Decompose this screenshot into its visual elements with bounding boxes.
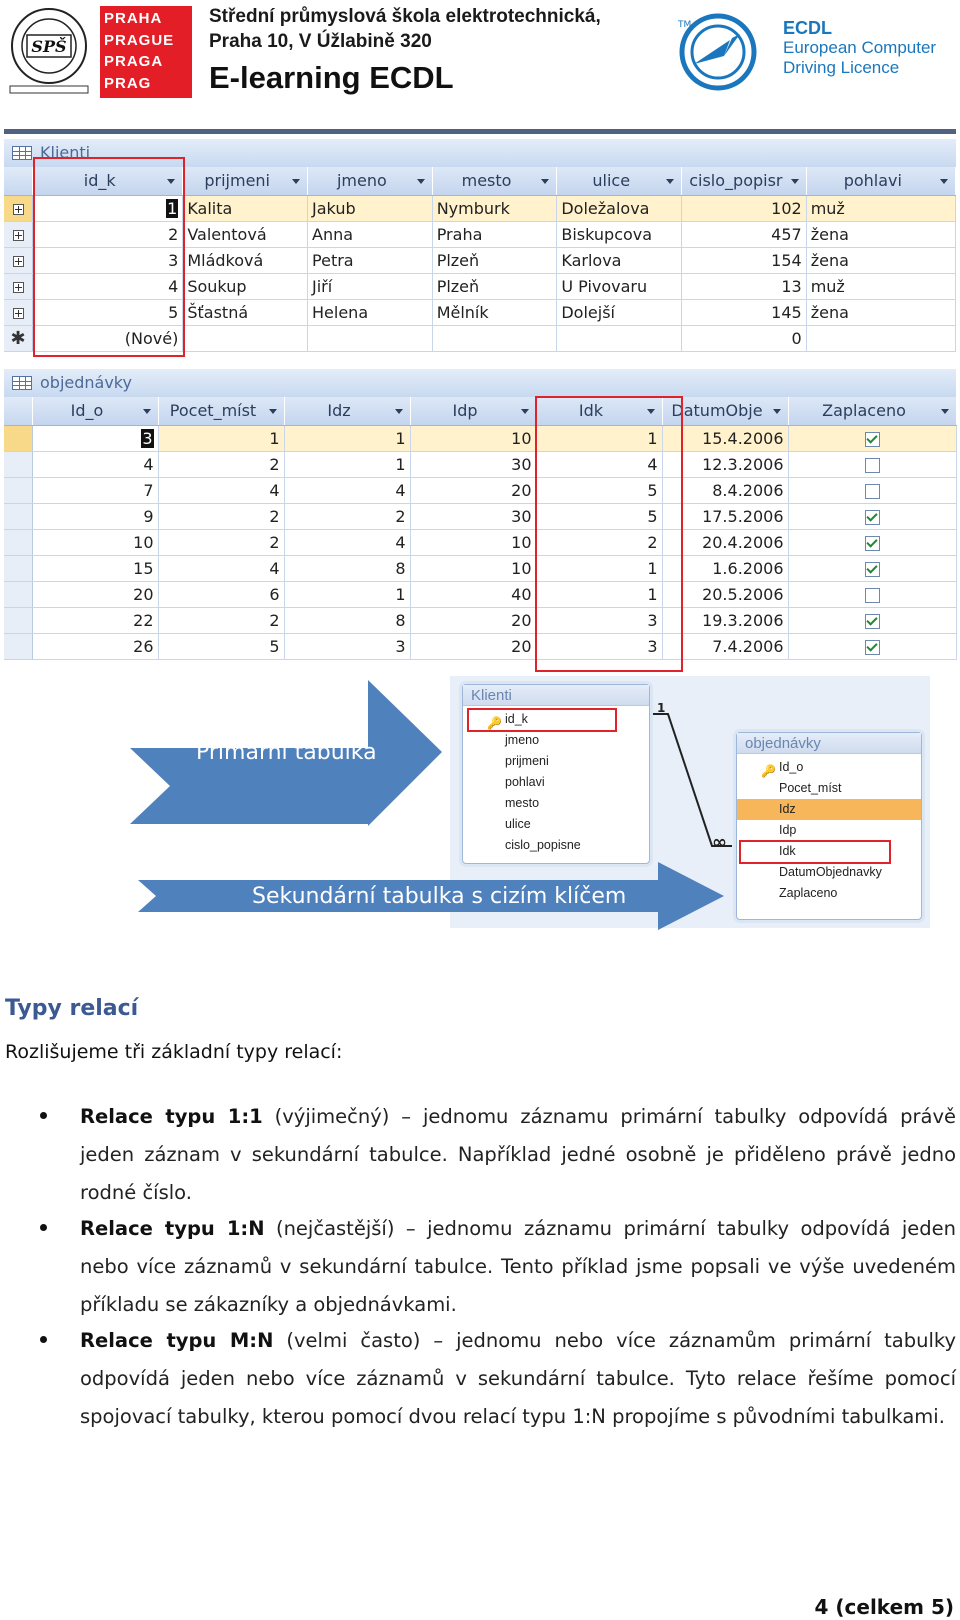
table-cell[interactable]: 1: [284, 451, 410, 477]
table-cell[interactable]: 20: [410, 477, 536, 503]
table-cell[interactable]: Helena: [308, 299, 433, 325]
table-cell[interactable]: 1: [536, 425, 662, 451]
table-cell[interactable]: 5: [158, 633, 284, 659]
table-cell[interactable]: 4: [33, 273, 183, 299]
header-divider: [4, 129, 956, 134]
expand-plus-icon[interactable]: [13, 256, 24, 267]
bullet-dot: [40, 1224, 47, 1231]
table-row[interactable]: [4, 425, 956, 451]
table-cell[interactable]: 4: [158, 555, 284, 581]
column-dropdown-icon[interactable]: [143, 409, 151, 414]
section-heading: Typy relací: [5, 996, 139, 1021]
table-cell[interactable]: 20.5.2006: [662, 581, 788, 607]
column-header[interactable]: pohlavi: [806, 167, 955, 195]
table-cell[interactable]: [432, 325, 557, 351]
sps-logo-text: SPŠ: [31, 37, 67, 56]
column-header[interactable]: ulice: [557, 167, 682, 195]
column-dropdown-icon[interactable]: [269, 409, 277, 414]
table-cell[interactable]: 15: [32, 555, 158, 581]
column-dropdown-icon[interactable]: [395, 409, 403, 414]
bullet-dot: [40, 1336, 47, 1343]
table-cell[interactable]: 3: [284, 633, 410, 659]
column-header[interactable]: Zaplaceno: [788, 397, 956, 425]
table-cell[interactable]: 2: [33, 221, 183, 247]
relationship-field[interactable]: prijmeni: [505, 754, 549, 768]
record-selector[interactable]: [4, 247, 33, 273]
ecdl-brand-text: [783, 18, 936, 78]
record-selector[interactable]: [4, 195, 33, 221]
table-cell[interactable]: Dolejší: [557, 299, 682, 325]
zaplaceno-checkbox[interactable]: [865, 536, 880, 551]
table-cell[interactable]: 5: [33, 299, 183, 325]
table-icon: [12, 376, 32, 390]
table-cell[interactable]: Kalita: [183, 195, 308, 221]
table-cell[interactable]: 457: [682, 221, 807, 247]
relationship-field[interactable]: 🔑 id_k: [463, 709, 649, 730]
relationship-field[interactable]: jmeno: [505, 733, 540, 747]
table-cell[interactable]: Plzeň: [432, 273, 557, 299]
table-cell[interactable]: 6: [158, 581, 284, 607]
column-header[interactable]: id_k: [33, 167, 183, 195]
column-dropdown-icon[interactable]: [417, 179, 425, 184]
objednavky-title-text: objednávky: [40, 373, 132, 392]
record-selector[interactable]: [4, 529, 32, 555]
table-cell[interactable]: Valentová: [183, 221, 308, 247]
table-cell[interactable]: 20: [410, 633, 536, 659]
expand-plus-icon[interactable]: [13, 204, 24, 215]
table-cell[interactable]: 145: [682, 299, 807, 325]
zaplaceno-checkbox[interactable]: [865, 432, 880, 447]
page-title: E-learning ECDL: [209, 60, 454, 95]
table-cell[interactable]: 19.3.2006: [662, 607, 788, 633]
checkbox-cell[interactable]: [788, 633, 956, 659]
record-selector[interactable]: [4, 425, 32, 451]
relationship-field-selected[interactable]: Idz: [737, 799, 921, 820]
one-side-label: 1: [657, 701, 666, 715]
table-cell[interactable]: 1: [158, 425, 284, 451]
record-selector[interactable]: [4, 451, 32, 477]
objednavky-header-row: [4, 397, 956, 425]
checkbox-cell[interactable]: [788, 425, 956, 451]
klienti-title-text: Klienti: [40, 143, 91, 162]
checkbox-cell[interactable]: [788, 529, 956, 555]
table-cell[interactable]: 1: [33, 195, 183, 221]
record-selector[interactable]: [4, 299, 33, 325]
column-dropdown-icon[interactable]: [773, 409, 781, 414]
expand-plus-icon[interactable]: [13, 282, 24, 293]
table-cell[interactable]: 2: [158, 529, 284, 555]
new-record-cell[interactable]: (Nové): [33, 325, 183, 351]
column-header[interactable]: Idk: [536, 397, 662, 425]
record-selector[interactable]: [4, 273, 33, 299]
relationship-field[interactable]: mesto: [505, 796, 540, 810]
table-cell[interactable]: 4: [32, 451, 158, 477]
table-cell[interactable]: Mělník: [432, 299, 557, 325]
relationship-field[interactable]: Idk: [779, 844, 796, 858]
table-cell[interactable]: 30: [410, 503, 536, 529]
table-cell[interactable]: U Pivovaru: [557, 273, 682, 299]
table-cell[interactable]: 0: [682, 325, 807, 351]
table-cell[interactable]: 1: [536, 555, 662, 581]
zaplaceno-checkbox[interactable]: [865, 640, 880, 655]
table-cell[interactable]: Karlova: [557, 247, 682, 273]
list-item-text: Relace typu M:N (velmi často) – jednomu nebo více záznamům primární tabulky odpovídá jeden nebo více záznamů v sekundární tabulce. Tyto relace řešíme pomocí spojovací tabulky, kterou pomocí dvou relací typu 1:N propojíme s původními tabulkami.: [80, 1329, 956, 1428]
list-item-text: Relace typu 1:1 (výjimečný) – jednomu záznamu primární tabulky odpovídá právě jeden záznam v sekundární tabulce. Například jedné osobně je přiděleno právě jedno rodné číslo.: [80, 1105, 956, 1204]
table-cell[interactable]: Praha: [432, 221, 557, 247]
highlight-idk-field: [739, 840, 891, 864]
column-header[interactable]: prijmeni: [183, 167, 308, 195]
table-cell[interactable]: 1: [284, 581, 410, 607]
record-selector[interactable]: [4, 555, 32, 581]
klienti-relationship-panel[interactable]: [462, 684, 650, 864]
school-name-line1: Střední průmyslová škola elektrotechnická,: [209, 6, 601, 27]
table-cell[interactable]: Doležalova: [557, 195, 682, 221]
table-cell[interactable]: 1.6.2006: [662, 555, 788, 581]
select-all-cell[interactable]: [4, 397, 32, 425]
sps-school-logo: [8, 6, 90, 94]
table-row[interactable]: [4, 503, 956, 529]
table-cell[interactable]: 10: [410, 555, 536, 581]
column-dropdown-icon[interactable]: [941, 409, 949, 414]
column-header[interactable]: mesto: [432, 167, 557, 195]
table-cell[interactable]: Jakub: [308, 195, 433, 221]
bullet-dot: [40, 1112, 47, 1119]
table-cell[interactable]: Nymburk: [432, 195, 557, 221]
table-cell[interactable]: 3: [536, 633, 662, 659]
objednavky-relationship-panel[interactable]: [736, 732, 922, 920]
checkbox-cell[interactable]: [788, 555, 956, 581]
table-cell[interactable]: Petra: [308, 247, 433, 273]
table-cell[interactable]: 3: [536, 607, 662, 633]
checkbox-cell[interactable]: [788, 581, 956, 607]
table-cell[interactable]: 20: [32, 581, 158, 607]
page-number: 4 (celkem 5): [814, 1595, 954, 1619]
table-row[interactable]: [4, 451, 956, 477]
zaplaceno-checkbox[interactable]: [865, 588, 880, 603]
relationship-field[interactable]: Zaplaceno: [779, 886, 838, 900]
relationship-field[interactable]: 🔑 Id_o: [737, 757, 921, 778]
primary-key-icon: 🔑: [487, 716, 502, 730]
highlight-idk-column: [535, 396, 683, 672]
table-cell[interactable]: žena: [806, 299, 955, 325]
relationship-field[interactable]: DatumObjednavky: [779, 865, 882, 879]
ecdl-logo-icon: [678, 12, 758, 92]
table-cell[interactable]: 8: [284, 555, 410, 581]
table-cell[interactable]: 20: [410, 607, 536, 633]
table-cell[interactable]: 154: [682, 247, 807, 273]
column-dropdown-icon[interactable]: [541, 179, 549, 184]
table-cell[interactable]: 8: [284, 607, 410, 633]
table-cell[interactable]: [806, 325, 955, 351]
column-header[interactable]: DatumObje: [662, 397, 788, 425]
relationship-field[interactable]: ulice: [505, 817, 531, 831]
expand-plus-icon[interactable]: [13, 308, 24, 319]
relationship-field[interactable]: Idp: [779, 823, 797, 837]
table-cell[interactable]: [557, 325, 682, 351]
table-cell[interactable]: 7: [32, 477, 158, 503]
record-selector[interactable]: [4, 477, 32, 503]
table-cell[interactable]: 102: [682, 195, 807, 221]
table-cell[interactable]: 40: [410, 581, 536, 607]
table-cell[interactable]: žena: [806, 221, 955, 247]
table-cell[interactable]: 4: [284, 477, 410, 503]
expand-plus-icon[interactable]: [13, 230, 24, 241]
checkbox-cell[interactable]: [788, 477, 956, 503]
column-dropdown-icon[interactable]: [791, 179, 799, 184]
table-cell[interactable]: 2: [158, 451, 284, 477]
new-record-selector[interactable]: [4, 325, 33, 351]
table-cell[interactable]: 9: [32, 503, 158, 529]
column-dropdown-icon[interactable]: [666, 179, 674, 184]
table-cell[interactable]: 26: [32, 633, 158, 659]
table-cell[interactable]: 10: [32, 529, 158, 555]
table-cell[interactable]: 17.5.2006: [662, 503, 788, 529]
table-cell[interactable]: Jiří: [308, 273, 433, 299]
table-row[interactable]: [4, 633, 956, 659]
table-cell[interactable]: Soukup: [183, 273, 308, 299]
table-cell[interactable]: 10: [410, 425, 536, 451]
column-dropdown-icon[interactable]: [521, 409, 529, 414]
table-cell[interactable]: 3: [32, 425, 158, 451]
table-cell[interactable]: Mládková: [183, 247, 308, 273]
table-cell[interactable]: 1: [536, 581, 662, 607]
table-row[interactable]: [4, 581, 956, 607]
column-header[interactable]: Idz: [284, 397, 410, 425]
ecdl-line2: European Computer: [783, 38, 937, 57]
page-header: [0, 0, 960, 135]
table-cell[interactable]: 1: [284, 425, 410, 451]
intro-text: Rozlišujeme tři základní typy relací:: [5, 1041, 343, 1063]
table-cell[interactable]: [308, 325, 433, 351]
table-row[interactable]: [4, 607, 956, 633]
objednavky-datasheet: [4, 369, 956, 660]
table-cell[interactable]: Plzeň: [432, 247, 557, 273]
table-cell[interactable]: Anna: [308, 221, 433, 247]
primary-table-label: Primární tabulka: [196, 740, 377, 765]
record-selector[interactable]: [4, 581, 32, 607]
table-cell[interactable]: 8.4.2006: [662, 477, 788, 503]
primary-key-icon: 🔑: [761, 764, 776, 778]
table-cell[interactable]: 5: [536, 503, 662, 529]
highlight-id-k-column: [33, 157, 185, 357]
table-cell[interactable]: 2: [158, 607, 284, 633]
table-cell[interactable]: 4: [284, 529, 410, 555]
column-header[interactable]: jmeno: [308, 167, 433, 195]
select-all-cell[interactable]: [4, 167, 33, 195]
record-selector[interactable]: [4, 503, 32, 529]
many-side-label: ∞: [712, 832, 727, 853]
school-name-line2: Praha 10, V Úžlabině 320: [209, 31, 432, 52]
relationship-diagram: [0, 676, 960, 946]
zaplaceno-checkbox[interactable]: [865, 562, 880, 577]
objednavky-panel-title: objednávky: [737, 733, 921, 754]
record-selector[interactable]: [4, 607, 32, 633]
record-selector[interactable]: [4, 221, 33, 247]
highlight-id-k-field: [467, 708, 617, 732]
relationship-field[interactable]: pohlavi: [505, 775, 545, 789]
table-cell[interactable]: 2: [284, 503, 410, 529]
table-cell[interactable]: 4: [158, 477, 284, 503]
table-cell[interactable]: 7.4.2006: [662, 633, 788, 659]
table-cell[interactable]: 13: [682, 273, 807, 299]
table-cell[interactable]: [183, 325, 308, 351]
table-row[interactable]: [4, 477, 956, 503]
zaplaceno-checkbox[interactable]: [865, 614, 880, 629]
record-selector[interactable]: [4, 633, 32, 659]
school-name: [209, 4, 601, 54]
table-cell[interactable]: 2: [536, 529, 662, 555]
table-cell[interactable]: žena: [806, 247, 955, 273]
table-cell[interactable]: Šťastná: [183, 299, 308, 325]
table-cell[interactable]: 20.4.2006: [662, 529, 788, 555]
column-header[interactable]: cislo_popisr: [682, 167, 807, 195]
checkbox-cell[interactable]: [788, 607, 956, 633]
checkbox-cell[interactable]: [788, 503, 956, 529]
table-cell[interactable]: 3: [33, 247, 183, 273]
table-cell[interactable]: 4: [536, 451, 662, 477]
table-cell[interactable]: 2: [158, 503, 284, 529]
column-header[interactable]: Id_o: [32, 397, 158, 425]
list-item-text: Relace typu 1:N (nejčastější) – jednomu záznamu primární tabulky odpovídá jeden nebo více záznamů v sekundární tabulce. Tento příklad jsme popsali ve výše uvedeném příkladu se zákazníky a objednávkami.: [80, 1217, 956, 1316]
zaplaceno-checkbox[interactable]: [865, 484, 880, 499]
column-dropdown-icon[interactable]: [292, 179, 300, 184]
zaplaceno-checkbox[interactable]: [865, 458, 880, 473]
table-cell[interactable]: Biskupcova: [557, 221, 682, 247]
table-cell[interactable]: 10: [410, 529, 536, 555]
column-header[interactable]: Idp: [410, 397, 536, 425]
klienti-datasheet: [4, 139, 956, 352]
column-dropdown-icon[interactable]: [940, 179, 948, 184]
table-cell[interactable]: 22: [32, 607, 158, 633]
ecdl-brand: ECDL: [783, 18, 832, 38]
column-header[interactable]: Pocet_míst: [158, 397, 284, 425]
table-cell[interactable]: 12.3.2006: [662, 451, 788, 477]
table-cell[interactable]: 5: [536, 477, 662, 503]
klienti-panel-title: Klienti: [463, 685, 649, 706]
new-record-star-icon: ✱: [10, 327, 26, 349]
praha-logo: PRA HA PRA GUE PRA GA PRA G: [100, 6, 192, 98]
table-icon: [12, 146, 32, 160]
table-cell[interactable]: 15.4.2006: [662, 425, 788, 451]
ecdl-tm: TM: [678, 20, 692, 30]
table-row[interactable]: [4, 529, 956, 555]
secondary-table-label: Sekundární tabulka s cizím klíčem: [252, 884, 627, 909]
zaplaceno-checkbox[interactable]: [865, 510, 880, 525]
ecdl-line3: Driving Licence: [783, 58, 900, 77]
objednavky-table: [4, 397, 957, 660]
relationship-field[interactable]: cislo_popisne: [505, 838, 581, 852]
table-cell[interactable]: muž: [806, 273, 955, 299]
objednavky-sheet-title: [4, 369, 956, 397]
table-row[interactable]: [4, 555, 956, 581]
table-cell[interactable]: muž: [806, 195, 955, 221]
checkbox-cell[interactable]: [788, 451, 956, 477]
relationship-field[interactable]: Pocet_míst: [779, 781, 842, 795]
table-cell[interactable]: 30: [410, 451, 536, 477]
